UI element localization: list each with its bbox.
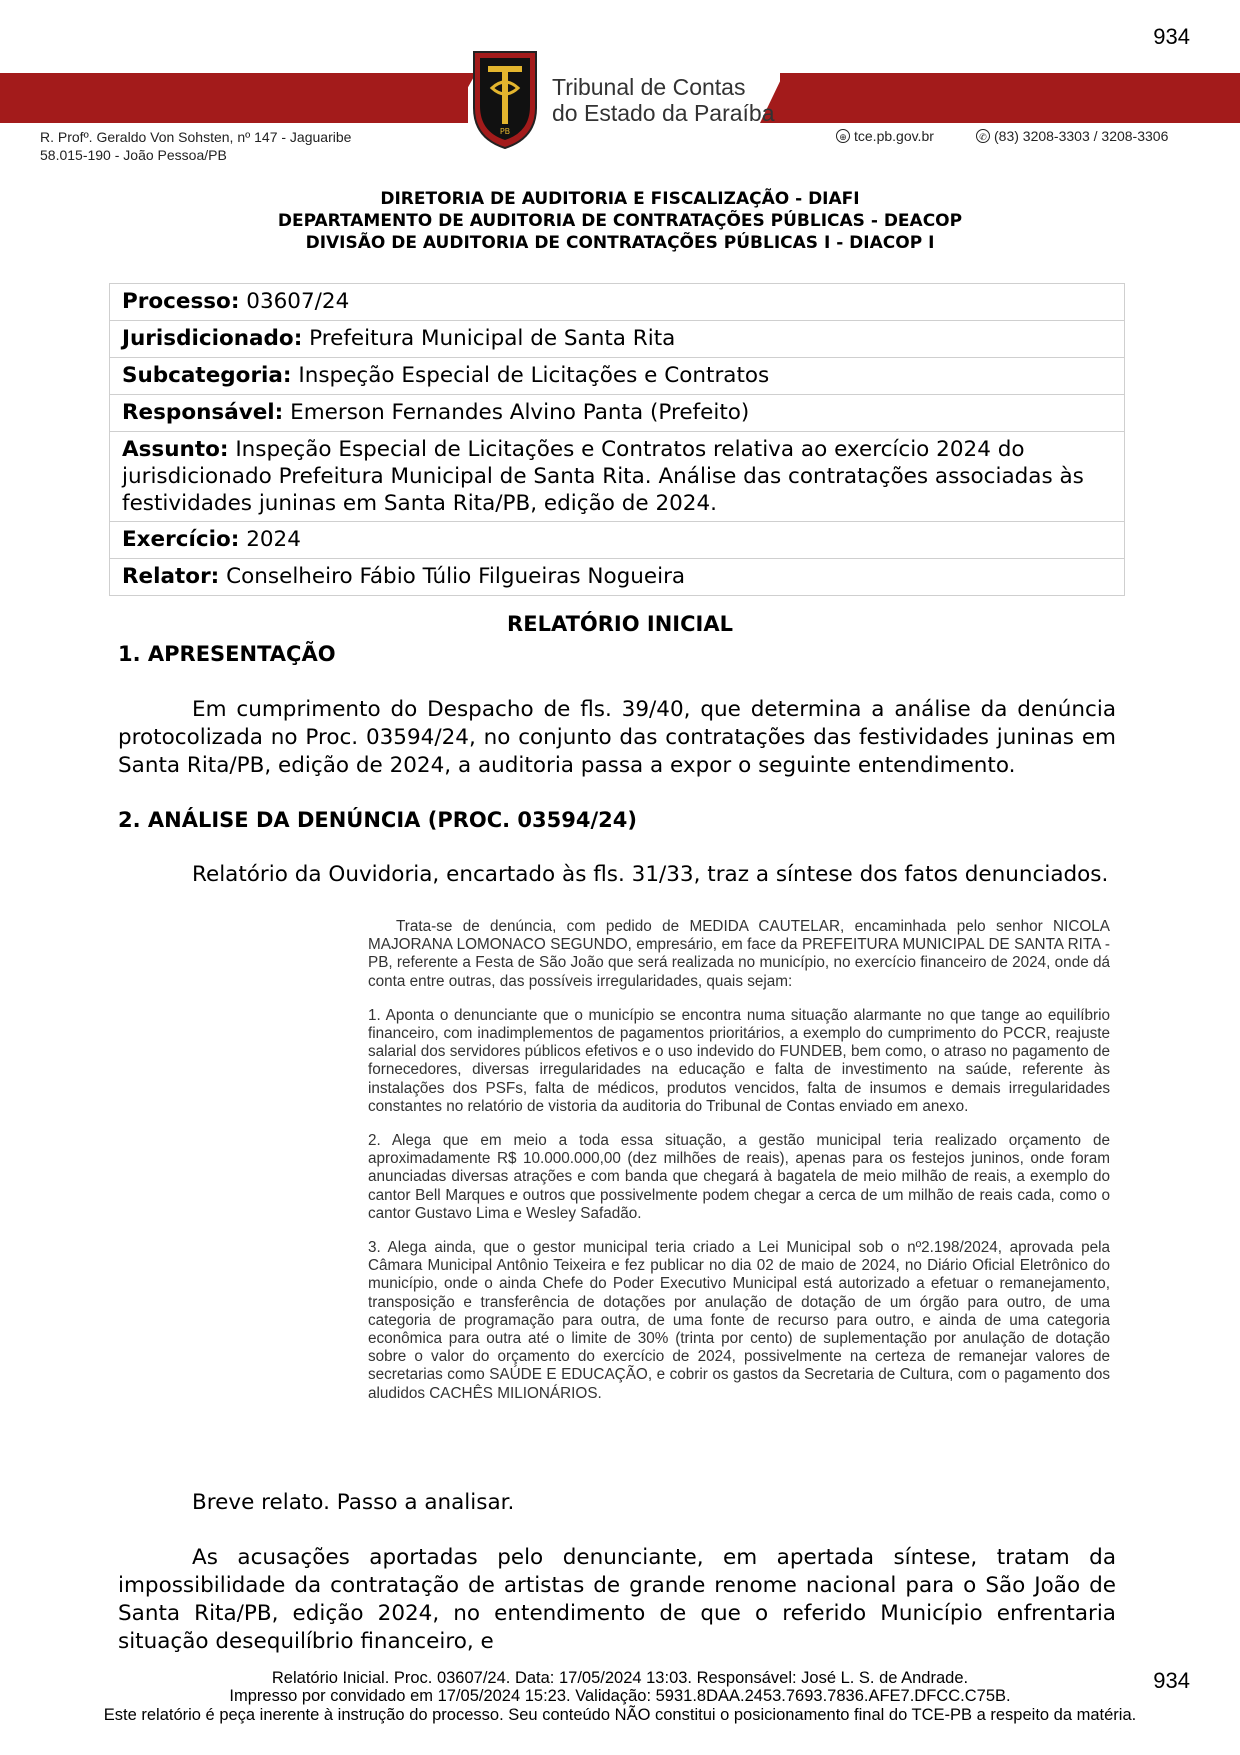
footer-line1: Relatório Inicial. Proc. 03607/24. Data: 17/05/2024 13:03. Responsável: José L. S. de Andrade. — [271, 1669, 969, 1687]
excerpt-paragraph — [368, 1239, 1110, 1403]
excerpt-text: Trata-se de denúncia, com pedido de MEDIDA CAUTELAR, encaminhada pelo senhor NICOLA MAJORANA LOMONACO SEGUNDO, empresário, em face da PREFEITURA MUNICIPAL DE SANTA RITA - PB, referente a Festa de São João que será realizada no município, no exercício financeiro de 2024, onde dá conta entre outras, das possíveis irregularidades, quais sejam: — [368, 918, 1110, 990]
info-label: Relator: — [122, 564, 220, 589]
org-name-line1: Tribunal de Contas — [552, 74, 746, 100]
excerpt-text: 1. Aponta o denunciante que o município se encontra numa situação alarmante no que tange ao equilíbrio financeiro, com inadimplementos de pagamentos prioritários, a exemplo do cumprimento do PCCR, reajuste salarial dos servidores públicos efetivos e o uso indevido do FUNDEB, bem como, o atraso no pagamento de fornecedores, diversas irregularidades na educação e falta de investimento na saúde, referente às instalações dos PSFs, falta de médicos, produtos vencidos, falta de insumos e demais irregularidades constantes no relatório de vistoria da auditoria do Tribunal de Contas enviado em anexo. — [368, 1006, 1110, 1115]
dept-heading-2: DEPARTAMENTO DE AUDITORIA DE CONTRATAÇÕES PÚBLICAS - DEACOP — [277, 211, 963, 231]
info-value: 2024 — [246, 527, 301, 552]
info-label: Jurisdicionado: — [122, 326, 303, 351]
excerpt-text: 3. Alega ainda, que o gestor municipal teria criado a Lei Municipal sob o nº2.198/2024, aprovada pela Câmara Municipal Antônio Teixeira e fez publicar no dia 02 de maio de 2024, no Diário Oficial Eletrônico do município, onde o ainda Chefe do Poder Executivo Municipal está autorizado a efetuar o remanejamento, transposição e transferência de dotações por anulação de dotação de um órgão para outro, de uma categoria de programação para outra, de uma fonte de recurso para outro, e ainda de uma categoria econômica para outra até o limite de 30% (trinta por cento) de suplementação por anulação de dotação sobre o valor do orçamento do exercício de 2024, possivelmente na certeza de remanejar valores de secretarias como SAÚDE E EDUCAÇÃO, e cobrir os gastos da Secretaria de Cultura, com o pagamento dos aludidos CACHÊS MILIONÁRIOS. — [368, 1239, 1110, 1402]
brief-note: Breve relato. Passo a analisar. — [192, 1490, 515, 1515]
phone-contact — [976, 128, 1168, 144]
info-value: Conselheiro Fábio Túlio Filgueiras Nogueira — [226, 564, 686, 589]
section2-intro: Relatório da Ouvidoria, encartado às fls. 31/33, traz a síntese dos fatos denunciados. — [192, 862, 1109, 887]
address-line2: 58.015-190 - João Pessoa/PB — [40, 147, 227, 163]
excerpt-paragraph — [368, 1132, 1110, 1223]
info-row-exercicio — [110, 522, 1124, 559]
info-label: Responsável: — [122, 400, 284, 425]
info-label: Assunto: — [122, 437, 229, 462]
dept-heading-1: DIRETORIA DE AUDITORIA E FISCALIZAÇÃO - DIAFI — [380, 189, 860, 209]
footer-line3: Este relatório é peça inerente à instrução do processo. Seu conteúdo NÃO constitui o posicionamento final do TCE-PB a respeito da matéria. — [103, 1706, 1137, 1724]
final-paragraph — [118, 1544, 1116, 1656]
info-value: Inspeção Especial de Licitações e Contratos relativa ao exercício 2024 do jurisdicionado Prefeitura Municipal de Santa Rita. Análise das contratações associadas às festividades juninas em Santa Rita/PB, edição de 2024. — [122, 437, 1084, 516]
info-row-assunto — [110, 432, 1124, 522]
footer-line2: Impresso por convidado em 17/05/2024 15:23. Validação: 5931.8DAA.2453.7693.7836.AFE7.DFCC.C75B. — [229, 1687, 1011, 1705]
report-title: RELATÓRIO INICIAL — [507, 612, 733, 636]
section1-title: 1. APRESENTAÇÃO — [118, 642, 336, 666]
website-contact — [836, 128, 934, 144]
page-number-top: 934 — [1153, 24, 1190, 49]
phone-icon: ✆ — [976, 129, 990, 143]
process-info-table — [109, 283, 1125, 596]
final-text: As acusações aportadas pelo denunciante, em apertada síntese, tratam da impossibilidade da contratação de artistas de grande renome nacional para o São João de Santa Rita/PB, edição 2024, no entendimento de que o referido Município enfrentaria situação desequilíbrio financeiro, e — [118, 1545, 1116, 1654]
info-label: Processo: — [122, 289, 240, 314]
org-name — [552, 74, 775, 126]
address-line1: R. Profº. Geraldo Von Sohsten, nº 147 - Jaguaribe — [40, 129, 352, 145]
excerpt-text: 2. Alega que em meio a toda essa situação, a gestão municipal teria realizado orçamento de aproximadamente R$ 10.000.000,00 (dez milhões de reais), apenas para os festejos juninos, onde foram anunciadas diversas atrações e com banda que chegará à bagatela de meio milhão de reais, a exemplo do cantor Bell Marques e outros que possivelmente podem chegar a cerca de um milhão de reais cada, como o cantor Gustavo Lima e Wesley Safadão. — [368, 1132, 1110, 1222]
header-band-left — [0, 73, 468, 123]
excerpt-paragraph — [368, 1007, 1110, 1116]
denuncia-excerpt-image — [368, 918, 1110, 1419]
info-value: Emerson Fernandes Alvino Panta (Prefeito) — [290, 400, 750, 425]
address — [40, 128, 351, 164]
info-row-jurisdicionado — [110, 321, 1124, 358]
dept-heading-3: DIVISÃO DE AUDITORIA DE CONTRATAÇÕES PÚBLICAS I - DIACOP I — [305, 233, 935, 253]
phone-text: (83) 3208-3303 / 3208-3306 — [994, 128, 1169, 144]
section1-text: Em cumprimento do Despacho de fls. 39/40, que determina a análise da denúncia protocolizada no Proc. 03594/24, no conjunto das contratações das festividades juninas em Santa Rita/PB, edição de 2024, a auditoria passa a expor o seguinte entendimento. — [118, 697, 1116, 778]
website-text: tce.pb.gov.br — [854, 128, 934, 144]
info-label: Subcategoria: — [122, 363, 292, 388]
excerpt-paragraph — [368, 918, 1110, 991]
info-row-processo — [110, 284, 1124, 321]
header-band-right — [780, 73, 1240, 123]
info-value: Inspeção Especial de Licitações e Contratos — [298, 363, 770, 388]
globe-icon: ⊕ — [836, 129, 850, 143]
section2-title: 2. ANÁLISE DA DENÚNCIA (PROC. 03594/24) — [118, 808, 637, 832]
tce-crest-logo — [470, 48, 540, 152]
info-row-subcategoria — [110, 358, 1124, 395]
info-row-responsavel — [110, 395, 1124, 432]
org-name-line2: do Estado da Paraíba — [552, 100, 775, 126]
svg-text:PB: PB — [499, 127, 511, 136]
info-label: Exercício: — [122, 527, 240, 552]
info-value: 03607/24 — [246, 289, 350, 314]
info-value: Prefeitura Municipal de Santa Rita — [309, 326, 676, 351]
section1-paragraph — [118, 696, 1116, 780]
info-row-relator — [110, 559, 1124, 596]
page-number-bottom: 934 — [1153, 1668, 1190, 1693]
